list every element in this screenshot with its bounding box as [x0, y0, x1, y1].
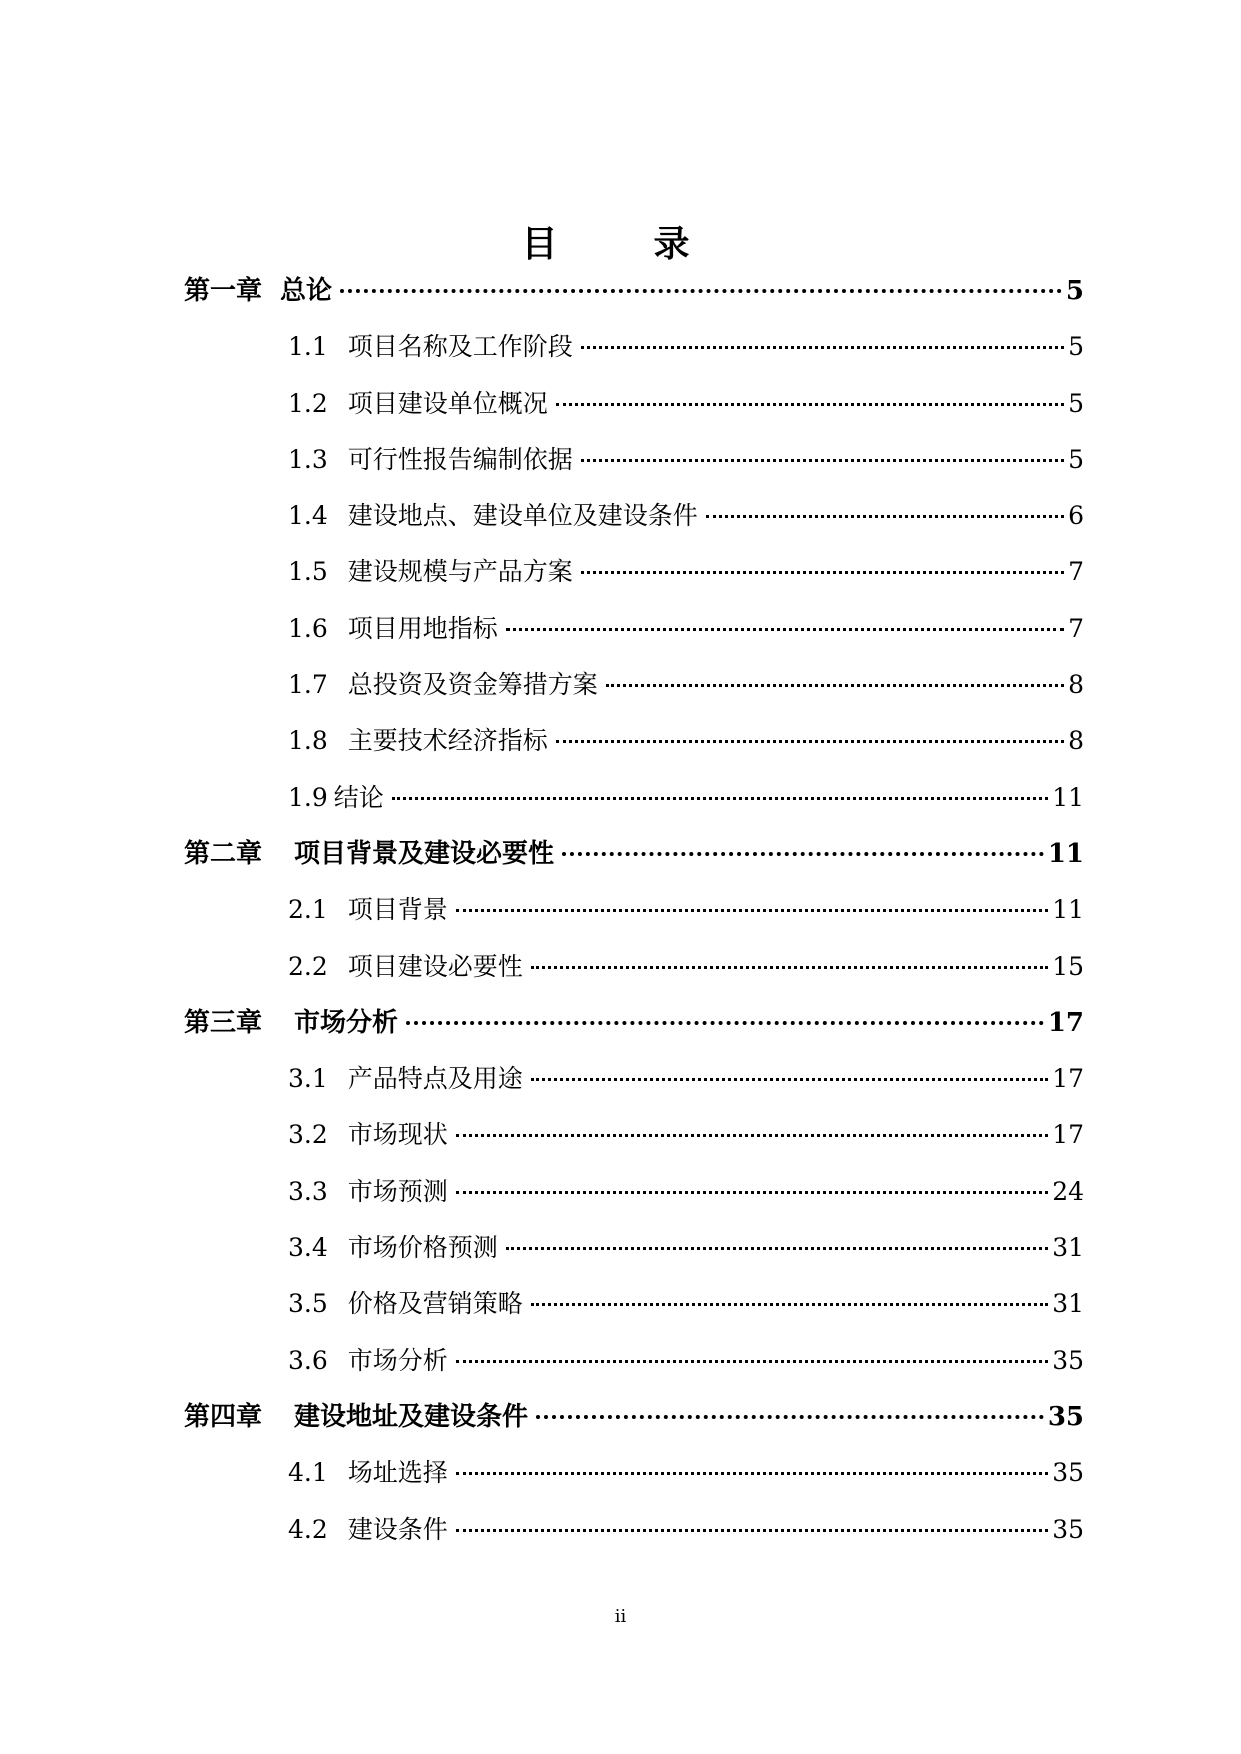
toc-entry-title: 产品特点及用途: [347, 1064, 523, 1094]
page-number-footer: ii: [614, 1606, 627, 1627]
toc-dot-leader: [536, 1414, 1044, 1419]
toc-entry-number: 1.3: [288, 444, 328, 474]
toc-entry-title: 市场分析: [347, 1345, 448, 1375]
table-of-contents: [184, 271, 1084, 1566]
toc-chapter-entry[interactable]: [184, 834, 1084, 890]
toc-entry-title: 主要技术经济指标: [347, 726, 548, 756]
toc-dot-leader: [706, 514, 1064, 518]
toc-entry-number: 3.1: [288, 1064, 328, 1094]
toc-entry-page-number: 35: [1047, 1401, 1084, 1432]
toc-entry-page-number: 8: [1068, 670, 1084, 700]
toc-entry-number: 1.8: [288, 726, 328, 756]
toc-dot-leader: [456, 1190, 1048, 1194]
toc-section-entry[interactable]: [184, 609, 1084, 665]
toc-dot-leader: [456, 908, 1048, 912]
toc-dot-leader: [456, 1528, 1048, 1532]
toc-section-entry[interactable]: [184, 947, 1084, 1003]
toc-dot-leader: [456, 1359, 1048, 1363]
toc-entry-title: 市场现状: [347, 1120, 448, 1150]
toc-entry-page-number: 7: [1068, 613, 1084, 643]
toc-section-entry[interactable]: [184, 496, 1084, 552]
toc-entry-title: 结论: [333, 782, 384, 812]
toc-entry-title: 可行性报告编制依据: [347, 444, 573, 474]
toc-entry-title: 建设地址及建设条件: [294, 1401, 529, 1432]
toc-entry-number: 1.7: [288, 670, 328, 700]
toc-entry-title: 项目背景及建设必要性: [294, 838, 555, 869]
toc-dot-leader: [606, 683, 1064, 687]
toc-section-entry[interactable]: [184, 1172, 1084, 1228]
toc-dot-leader: [562, 851, 1044, 856]
toc-entry-page-number: 15: [1052, 951, 1084, 981]
toc-dot-leader: [456, 1471, 1048, 1475]
toc-entry-title: 市场预测: [347, 1176, 448, 1206]
toc-chapter-entry[interactable]: [184, 1397, 1084, 1453]
toc-entry-page-number: 8: [1068, 726, 1084, 756]
toc-entry-page-number: 17: [1047, 1007, 1084, 1038]
toc-entry-page-number: 5: [1068, 388, 1084, 418]
toc-dot-leader: [531, 1077, 1048, 1081]
toc-entry-page-number: 35: [1052, 1458, 1084, 1488]
toc-entry-title: 场址选择: [347, 1458, 448, 1488]
toc-section-entry[interactable]: [184, 1059, 1084, 1115]
toc-entry-number: 第二章: [184, 838, 263, 869]
toc-entry-page-number: 11: [1047, 838, 1084, 869]
toc-section-entry[interactable]: [184, 665, 1084, 721]
toc-dot-leader: [581, 345, 1064, 349]
toc-entry-page-number: 5: [1065, 276, 1084, 306]
toc-dot-leader: [531, 1302, 1048, 1306]
toc-section-entry[interactable]: [184, 552, 1084, 608]
toc-entry-page-number: 6: [1068, 501, 1084, 531]
toc-entry-title: 项目建设必要性: [347, 951, 523, 981]
toc-entry-number: 3.3: [288, 1176, 328, 1206]
toc-entry-number: 4.1: [288, 1458, 328, 1488]
toc-entry-number: 1.4: [288, 501, 328, 531]
toc-dot-leader: [406, 1020, 1044, 1025]
toc-entry-title: 市场价格预测: [347, 1233, 498, 1263]
toc-entry-title: 建设地点、建设单位及建设条件: [347, 501, 698, 531]
toc-dot-leader: [556, 402, 1064, 406]
toc-chapter-entry[interactable]: [184, 271, 1084, 327]
toc-entry-number: 3.5: [288, 1289, 328, 1319]
toc-entry-title: 项目用地指标: [347, 613, 498, 643]
toc-entry-number: 2.1: [288, 895, 328, 925]
toc-entry-title: 项目背景: [347, 895, 448, 925]
toc-entry-page-number: 7: [1068, 557, 1084, 587]
toc-entry-page-number: 35: [1052, 1514, 1084, 1544]
toc-entry-number: 1.9: [288, 782, 328, 812]
toc-entry-number: 3.6: [288, 1345, 328, 1375]
toc-entry-title: 价格及营销策略: [347, 1289, 523, 1319]
toc-entry-title: 项目建设单位概况: [347, 388, 548, 418]
toc-entry-title: 市场分析: [294, 1007, 399, 1038]
toc-entry-number: 1.1: [288, 332, 328, 362]
toc-entry-title: 建设规模与产品方案: [347, 557, 573, 587]
toc-section-entry[interactable]: [184, 384, 1084, 440]
toc-section-entry[interactable]: [184, 1510, 1084, 1566]
toc-entry-title: 总投资及资金筹措方案: [347, 670, 598, 700]
toc-entry-number: 3.4: [288, 1233, 328, 1263]
toc-section-entry[interactable]: [184, 1284, 1084, 1340]
toc-entry-page-number: 5: [1068, 332, 1084, 362]
toc-entry-number: 1.6: [288, 613, 328, 643]
toc-entry-page-number: 11: [1052, 895, 1084, 925]
toc-dot-leader: [581, 458, 1064, 462]
toc-dot-leader: [581, 570, 1064, 574]
toc-entry-number: 1.2: [288, 388, 328, 418]
toc-section-entry[interactable]: [184, 1453, 1084, 1509]
toc-entry-page-number: 35: [1052, 1345, 1084, 1375]
toc-entry-title: 建设条件: [347, 1514, 448, 1544]
toc-section-entry[interactable]: [184, 1228, 1084, 1284]
toc-entry-title: 总论: [280, 276, 333, 306]
toc-section-entry[interactable]: [184, 1115, 1084, 1171]
toc-entry-number: 1.5: [288, 557, 328, 587]
toc-entry-number: 第一章: [184, 276, 263, 306]
toc-chapter-entry[interactable]: [184, 1003, 1084, 1059]
toc-entry-title: 项目名称及工作阶段: [347, 332, 573, 362]
toc-entry-number: 3.2: [288, 1120, 328, 1150]
toc-entry-page-number: 31: [1052, 1289, 1084, 1319]
toc-entry-number: 第三章: [184, 1007, 263, 1038]
toc-entry-page-number: 11: [1052, 782, 1084, 812]
toc-entry-number: 第四章: [184, 1401, 263, 1432]
toc-section-entry[interactable]: [184, 778, 1084, 834]
toc-dot-leader: [531, 965, 1048, 969]
toc-dot-leader: [506, 627, 1064, 631]
toc-section-entry[interactable]: [184, 1341, 1084, 1397]
toc-section-entry[interactable]: [184, 327, 1084, 383]
toc-dot-leader: [556, 739, 1064, 743]
toc-dot-leader: [392, 796, 1048, 800]
toc-section-entry[interactable]: [184, 890, 1084, 946]
toc-entry-page-number: 31: [1052, 1233, 1084, 1263]
toc-entry-page-number: 24: [1052, 1176, 1084, 1206]
toc-entry-page-number: 5: [1068, 444, 1084, 474]
toc-title: 目 录: [521, 223, 720, 265]
toc-dot-leader: [340, 288, 1062, 293]
toc-entry-number: 2.2: [288, 951, 328, 981]
toc-section-entry[interactable]: [184, 440, 1084, 496]
toc-dot-leader: [506, 1246, 1048, 1250]
toc-dot-leader: [456, 1133, 1048, 1137]
toc-entry-page-number: 17: [1052, 1064, 1084, 1094]
toc-entry-number: 4.2: [288, 1514, 328, 1544]
toc-section-entry[interactable]: [184, 721, 1084, 777]
toc-entry-page-number: 17: [1052, 1120, 1084, 1150]
